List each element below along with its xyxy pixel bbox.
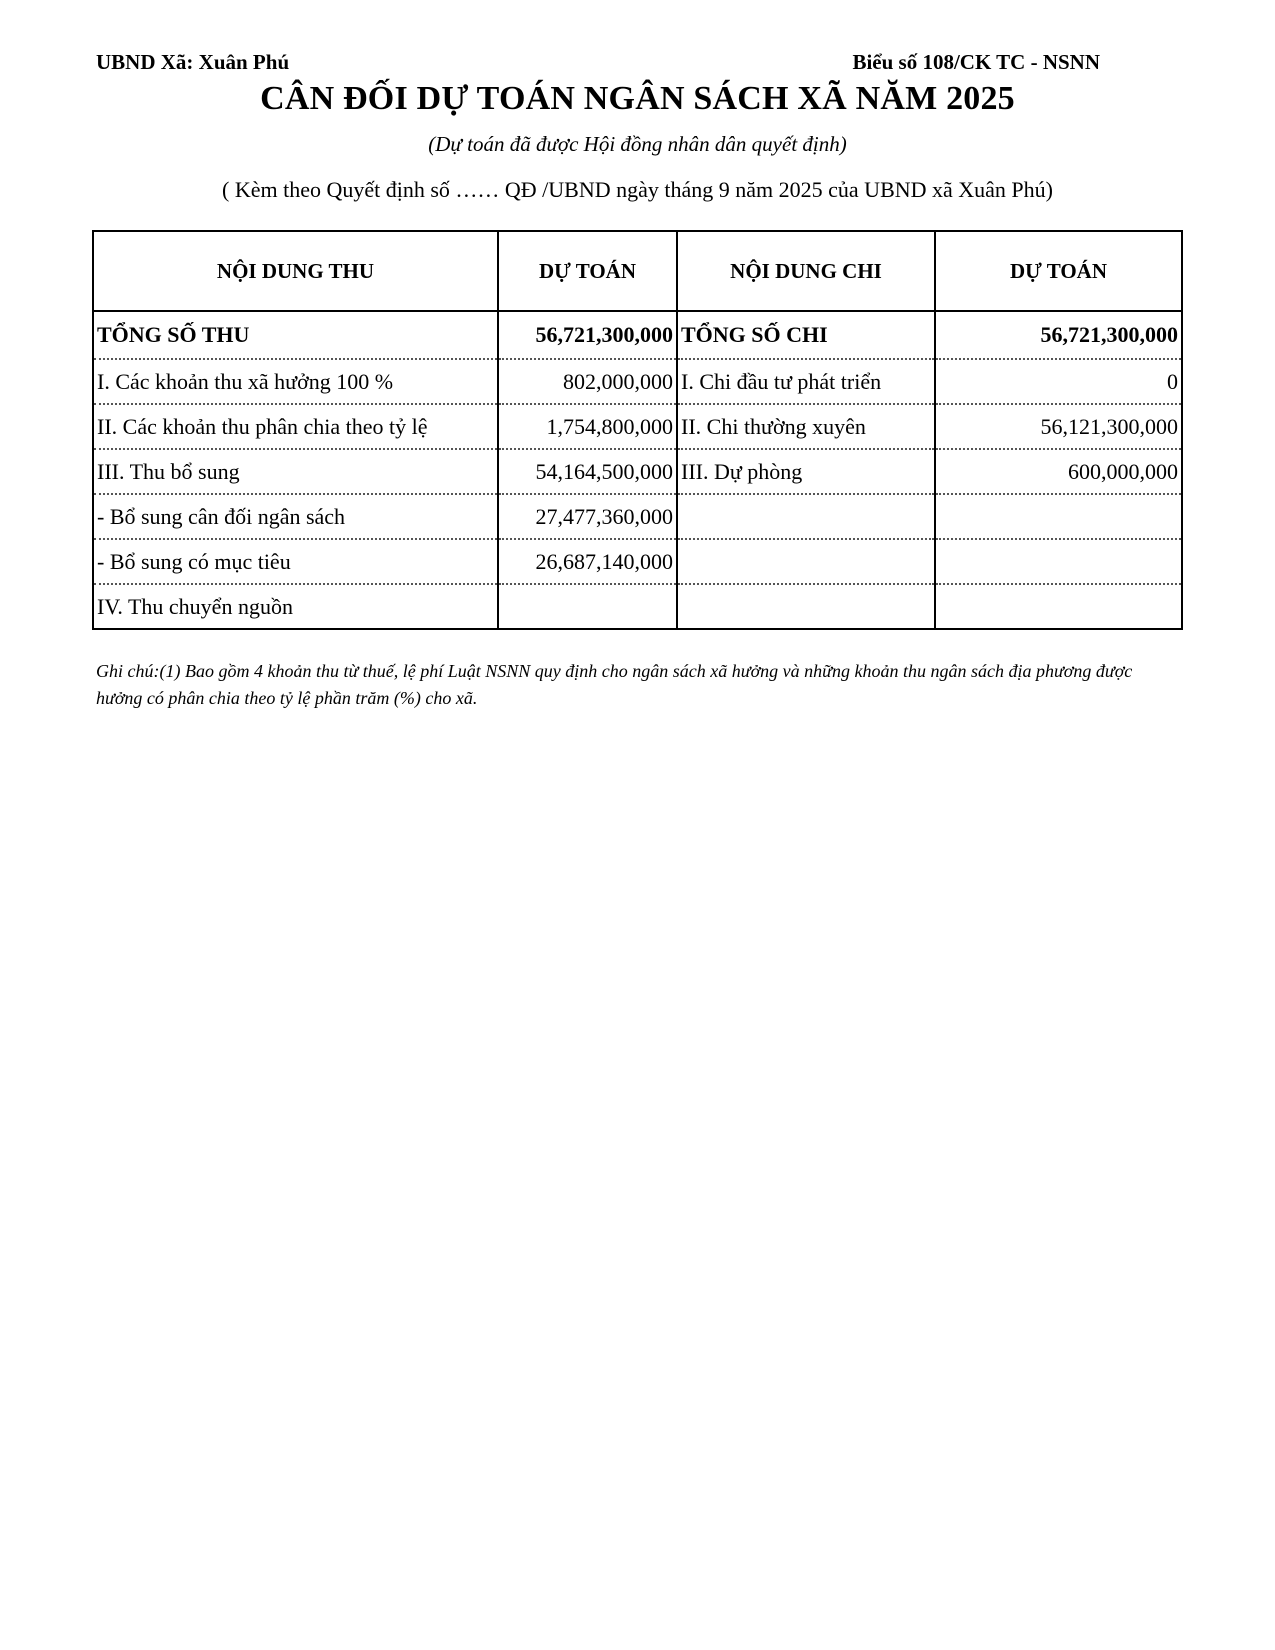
revenue-amount: 802,000,000 — [498, 359, 677, 404]
revenue-label: TỔNG SỐ THU — [93, 311, 498, 359]
revenue-amount: 27,477,360,000 — [498, 494, 677, 539]
revenue-label: - Bổ sung có mục tiêu — [93, 539, 498, 584]
expense-amount — [935, 584, 1182, 629]
table-row — [93, 404, 1182, 449]
header-expense-estimate: DỰ TOÁN — [935, 231, 1182, 311]
table-header-row — [93, 231, 1182, 311]
table-row — [93, 584, 1182, 629]
revenue-amount: 26,687,140,000 — [498, 539, 677, 584]
agency-name: UBND Xã: Xuân Phú — [96, 50, 290, 74]
header-expense-content: NỘI DUNG CHI — [677, 231, 935, 311]
revenue-amount: 56,721,300,000 — [498, 311, 677, 359]
expense-amount: 0 — [935, 359, 1182, 404]
revenue-amount — [498, 584, 677, 629]
expense-label — [677, 584, 935, 629]
expense-label: II. Chi thường xuyên — [677, 404, 935, 449]
header-revenue-content: NỘI DUNG THU — [93, 231, 498, 311]
expense-label: I. Chi đầu tư phát triển — [677, 359, 935, 404]
document-subtitle: (Dự toán đã được Hội đồng nhân dân quyết định) — [428, 132, 847, 156]
expense-amount: 56,721,300,000 — [935, 311, 1182, 359]
table-row — [93, 539, 1182, 584]
revenue-label: II. Các khoản thu phân chia theo tỷ lệ — [93, 404, 498, 449]
table-row — [93, 494, 1182, 539]
attachment-reference: ( Kèm theo Quyết định số …… QĐ /UBND ngày tháng 9 năm 2025 của UBND xã Xuân Phú) — [222, 177, 1053, 202]
revenue-amount: 54,164,500,000 — [498, 449, 677, 494]
revenue-amount: 1,754,800,000 — [498, 404, 677, 449]
table-row — [93, 359, 1182, 404]
expense-label — [677, 494, 935, 539]
document-title: CÂN ĐỐI DỰ TOÁN NGÂN SÁCH XÃ NĂM 2025 — [260, 80, 1015, 117]
expense-label: TỔNG SỐ CHI — [677, 311, 935, 359]
expense-amount: 600,000,000 — [935, 449, 1182, 494]
revenue-label: III. Thu bổ sung — [93, 449, 498, 494]
footnote: Ghi chú:(1) Bao gồm 4 khoản thu từ thuế, lệ phí Luật NSNN quy định cho ngân sách xã hưởng và những khoản thu ngân sách địa phương được hưởng có phân chia theo tỷ lệ phần trăm (%) cho xã. — [96, 661, 1133, 708]
table-row — [93, 449, 1182, 494]
expense-amount: 56,121,300,000 — [935, 404, 1182, 449]
header-revenue-estimate: DỰ TOÁN — [498, 231, 677, 311]
form-number: Biểu số 108/CK TC - NSNN — [852, 50, 1100, 74]
budget-balance-table — [92, 230, 1183, 630]
expense-label: III. Dự phòng — [677, 449, 935, 494]
expense-amount — [935, 539, 1182, 584]
table-row-total — [93, 311, 1182, 359]
revenue-label: I. Các khoản thu xã hưởng 100 % — [93, 359, 498, 404]
expense-label — [677, 539, 935, 584]
revenue-label: - Bổ sung cân đối ngân sách — [93, 494, 498, 539]
expense-amount — [935, 494, 1182, 539]
revenue-label: IV. Thu chuyển nguồn — [93, 584, 498, 629]
